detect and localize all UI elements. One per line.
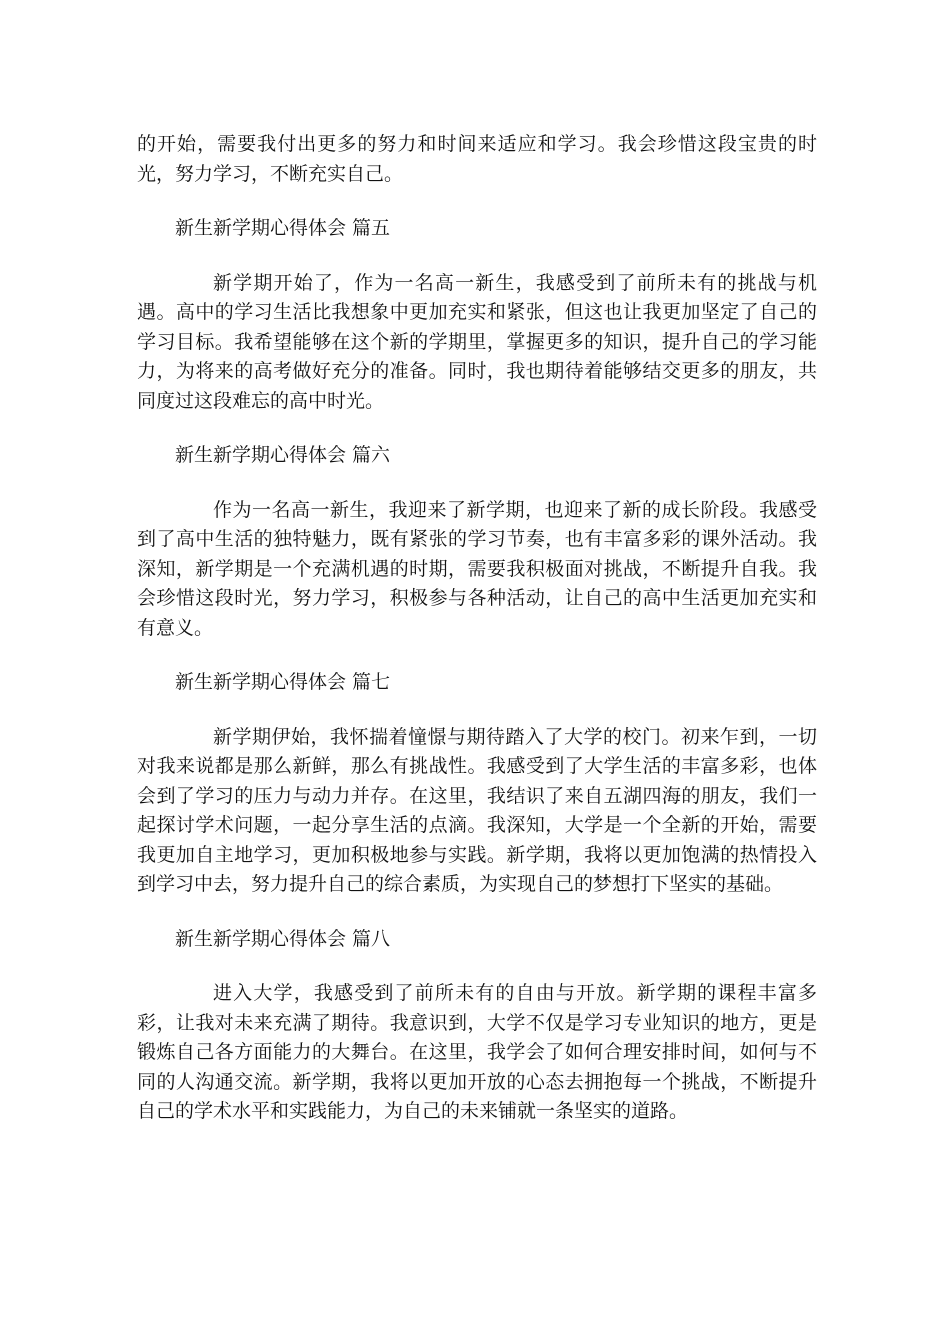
section-heading-8: 新生新学期心得体会 篇八 bbox=[175, 927, 391, 950]
spacer bbox=[137, 954, 817, 979]
spacer bbox=[137, 471, 817, 496]
spacer bbox=[137, 698, 817, 723]
section-heading-5: 新生新学期心得体会 篇五 bbox=[175, 217, 391, 239]
continued-paragraph: 的开始，需要我付出更多的努力和时间来适应和学习。我会珍惜这段宝贵的时光，努力学习，不断充实自己。 bbox=[137, 133, 817, 185]
spacer bbox=[137, 643, 817, 668]
spacer bbox=[137, 189, 817, 214]
section-heading-6: 新生新学期心得体会 篇六 bbox=[175, 444, 391, 466]
section-paragraph-6: 作为一名高一新生，我迎来了新学期，也迎来了新的成长阶段。我感受到了高中生活的独特魅力，既有紧张的学习节奏，也有丰富多彩的课外活动。我深知，新学期是一个充满机遇的时期，需要我积极面对挑战，不断提升自我。我会珍惜这段时光，努力学习，积极参与各种活动，让自己的高中生活更加充实和有意义。 bbox=[137, 498, 817, 639]
section-paragraph-7: 新学期伊始，我怀揣着憧憬与期待踏入了大学的校门。初来乍到，一切对我来说都是那么新鲜，那么有挑战性。我感受到了大学生活的丰富多彩，也体会到了学习的压力与动力并存。在这里，我结识了来自五湖四海的朋友，我们一起探讨学术问题，一起分享生活的点滴。我深知，大学是一个全新的开始，需要我更加自主地学习，更加积极地参与实践。新学期，我将以更加饱满的热情投入到学习中去，努力提升自己的综合素质，为实现自己的梦想打下坚实的基础。 bbox=[137, 725, 817, 895]
section-heading-7: 新生新学期心得体会 篇七 bbox=[175, 671, 391, 693]
document-page bbox=[137, 130, 817, 1127]
section-paragraph-8: 进入大学，我感受到了前所未有的自由与开放。新学期的课程丰富多彩，让我对未来充满了期待。我意识到，大学不仅是学习专业知识的地方，更是锻炼自己各方面能力的大舞台。在这里，我学会了如何合理安排时间，如何与不同的人沟通交流。新学期，我将以更加开放的心态去拥抱每一个挑战，不断提升自己的学术水平和实践能力，为自己的未来铺就一条坚实的道路。 bbox=[137, 982, 817, 1122]
spacer bbox=[137, 416, 817, 441]
spacer bbox=[137, 900, 817, 925]
spacer bbox=[137, 244, 817, 269]
section-paragraph-5: 新学期开始了，作为一名高一新生，我感受到了前所未有的挑战与机遇。高中的学习生活比我想象中更加充实和紧张，但这也让我更加坚定了自己的学习目标。我希望能够在这个新的学期里，掌握更多的知识，提升自己的学习能力，为将来的高考做好充分的准备。同时，我也期待着能够结交更多的朋友，共同度过这段难忘的高中时光。 bbox=[137, 271, 817, 412]
